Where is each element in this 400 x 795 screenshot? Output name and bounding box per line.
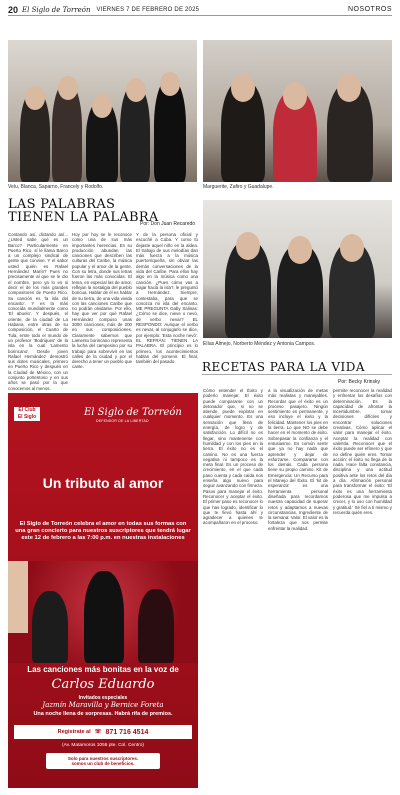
section-name: NOSOTROS [347, 6, 392, 13]
article-title [8, 198, 159, 224]
photo-caption-right: Marguerite, Zafiro y Guadalupe. [203, 184, 274, 190]
article-column-3: Y de la persona oficial y escuché a Cuba. Y como tú dejaste aquel niño en la aldea. El trabajo de sus melodías dan más fuerza a la música puertorriqueña, sin obviar las demás conversaciones de la vida del Caribe. Para ellos hay algo en la música como una canción. ¿Pues cómo vas a viajar hacia la isla?, le preguntó a Hernández. Siempre, contestaba, para que se conozca mi isla del encanto. ME PREGUNTA Gaby Salinas: ¿Cómo se dice, nieve o nevó, de verbo nevar? EL RESPONDO: Aunque el verbo es nevar, al conjugarlo se dice, por ejemplo: 'Esta noche nevó'. EL REFRÁN: TIENEN LA PALABRA. El principio es lo primero, los acontecimientos hablan del porvenir. El final, también del pasado. [136, 232, 198, 365]
ad-member-box: Solo para nuestros suscriptores. somos un club de beneficios. [46, 753, 160, 769]
photo-caption-middle: Elías Almejo, Norberto Méndez y Antonia Campos. [203, 341, 316, 347]
phone-number[interactable]: 871 716 4514 [105, 728, 149, 736]
photo-caption-left: Velu, Blanca, Saparno, Francely y Rodolfo. [8, 184, 104, 190]
ad-performers-image [8, 561, 198, 663]
club-logo: El Club El Siglo [14, 407, 40, 421]
ad-address: (Av. Matamoros 1056 pte. Col. Centro) [62, 743, 144, 748]
photo-group-right [203, 40, 392, 182]
ad-artist-name: Carlos Eduardo [51, 677, 155, 692]
ad-brand: El Siglo de Torreón [84, 407, 182, 418]
column-text-2: a la visualización de metas más realistas y manejables. Recordar que el éxito es un proceso pasajero. Ningún sentimiento es permanente, y eso incluye el éxito y la felicidad. Mantener los pies en la tierra. Lo que NO se debe hacer en el momento de éxito. Sobrepasar la confianza y el entusiasmo. Es común sentir que ya no hay nada que aprender y dejar de esforzarse. Compararse con los demás. Cada persona tiene su propio camino. Kit de Emergencia: Un Recurso para el Manejo del Éxito. El 'kit de esperanza' es una herramienta personal diseñada para recordarnos nuestra capacidad de superar retos y adaptarnos a nuevas circunstancias. Ingrediente de la semana: Valor. El valor es la fortaleza que nos permite enfrentar la realidad. [268, 388, 328, 531]
ad-night-text: Una noche llena de sorpresas. Habrá rifa de premios. [33, 711, 173, 717]
ad-brand-subtitle: DEFENSOR DE LA LIBERTAD [96, 419, 149, 423]
photo-group-middle [203, 200, 392, 338]
issue-date: VIERNES 7 DE FEBRERO DE 2025 [96, 6, 200, 13]
page-header [8, 4, 392, 16]
article-title-line2: TIENEN LA PALABRA [8, 210, 159, 225]
ad-register-box[interactable] [14, 725, 192, 739]
concert-advertisement [8, 393, 198, 788]
column-text-1: Cómo entender el Éxito y poderlo manejar. El éxito puede compararse con un detonador que, si no se atiende, puede explotar en cualquier momento. Es una sensación que llena de energía, de logro y de satisfacción. Lo difícil no es llegar, sino mantenerse con humildad y con los pies en la tierra. El éxito no es el camino. No es una fuerza negativa ni tampoco es la meta final. Es un proceso de crecimiento, en el que cada paso cuenta y cada caída nos enseña algo nuevo para seguir avanzando con firmeza. Pasos para manejar el éxito. Reconocer y aceptar el éxito. El primer paso es reconocer lo que has logrado, identificar lo que te llevó hasta ahí y agradecer a quienes te acompañaron en el proceso. [203, 388, 263, 526]
column-title: RECETAS PARA LA VIDA [202, 360, 392, 375]
article-column-2: Hoy por hoy se le reconoce como una de sus más importantes herencias. En su producción abundan las canciones que describen las culturas del Caribe, la música popular y el amor de la gente. Con su letra, donde sus letras fueron las más conocidas. El tema, en especial las de amor, reflejan la nostalgia del pueblo boricua. Hablar de él es hablar de su tierra, de una vida vivida con las canciones Caribe que no podrán olvidarse. Por ello, hay que ver por qué Rafael Hernández compuso unas 3000 canciones, más de 200 en sus composiciones. Claramente sabemos que Lamento borincano representa la lucha del campesino por su trabajo para sobrevivir en las calles de la ciudad y por el derecho a tener un pueblo que cante. [72, 232, 132, 370]
ad-guests: Invitados especiales Jazmín Maravilla y Bernice Foreta [42, 695, 164, 709]
photo-group-left [8, 40, 197, 182]
paper-name: El Siglo de Torreón [22, 5, 91, 14]
register-label: Registrate al [57, 729, 91, 735]
ad-songs-title: Las canciones más bonitas en la voz de [27, 665, 179, 674]
article-column-1: Contando así, dictando así... ¿Usted sabe qué es un Barco? Particularmente en Puerto Rico, sí le llama Barco a un complejo sindical de gente que convive. Y el sabor usted quién es Rafael Hernández Marín? Pues no precisamente al que se le dio el nombre, pero ya lo es si decir el de los más grandes compositores de Puerto Rico. Su canción es 'la isla del encanto'. Y es la más conocida mundialmente como 'El abuelo'. Y después, el oriente, de la ciudad de La Habana, entre otras de su composición, el Cuarto de Tula, entre todo el mundo de un profesor 'Bodriques' de la isla en la cual 'Lamento borincano'. Desde joven Rafael Hernández demostró sus dotes musicales, primero en Puerto Rico y después en la Ciudad de México, con un conjunto portentoso y en sus años se pasó por la que conocemos al menos. [8, 232, 68, 391]
article-byline: Por: Don Juan Recaredo [140, 221, 196, 227]
column-byline: Por: Becky Krinsky [338, 379, 380, 385]
page-number: 20 [8, 4, 19, 15]
ad-body: El Siglo de Torreón celebra el amor en todas sus formas con una gran concierto para nuestros suscriptores que tendrá lugar este 12 de febrero a las 7:00 p.m. en nuestras instalaciones [15, 521, 191, 541]
article-title-line1: LAS PALABRAS [8, 197, 116, 212]
column-text-3: permite reconocer la realidad y enfrentar los desafíos con determinación. Es la capacidad de afrontar la incertidumbre, tomar decisiones difíciles y encontrar soluciones creativas. Cómo aplicar el valor para manejar el éxito. Aceptar la realidad con valentía. Reconocer que el éxito puede ser efímero y que no define quién eres. Tomar acción: el éxito no llega de la nada. Hace falta constancia, disciplina y una actitud positiva ante los retos del día a día. Afirmación personal para transformar el éxito: 'El éxito es una herramienta poderosa que me impulsa a crecer, y lo uso con humildad y gratitud.' Sé fiel a ti mismo y recuerda quién eres. [333, 388, 392, 515]
phone-icon: ☏ [94, 729, 102, 735]
ad-headline: Un tributo al amor [42, 475, 164, 491]
